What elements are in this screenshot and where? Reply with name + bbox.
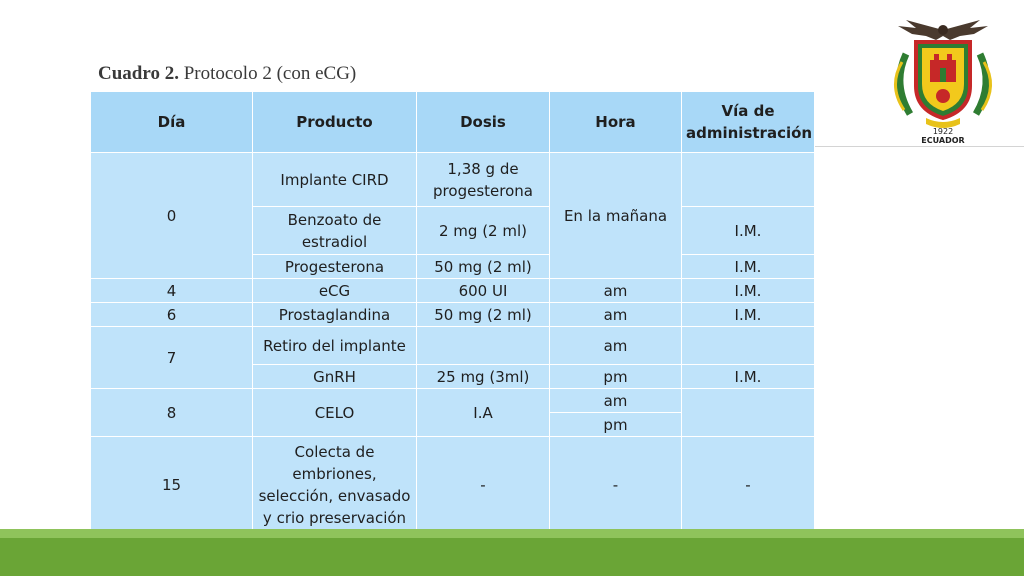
table-row bbox=[91, 153, 815, 207]
title-rest: Protocolo 2 (con eCG) bbox=[178, 63, 357, 84]
cell-producto: Benzoato de estradiol bbox=[253, 207, 417, 255]
slide-title bbox=[98, 63, 356, 85]
header-dosis: Dosis bbox=[417, 92, 550, 153]
logo-country: ECUADOR bbox=[921, 136, 965, 144]
cell-producto: Colecta de embriones, selección, envasado y crio preservación bbox=[253, 437, 417, 533]
cell-dosis: 25 mg (3ml) bbox=[417, 365, 550, 389]
cell-via bbox=[682, 327, 815, 365]
header-hora: Hora bbox=[550, 92, 682, 153]
cell-dia: 7 bbox=[91, 327, 253, 389]
cell-dosis: I.A bbox=[417, 389, 550, 437]
table-header-row bbox=[91, 92, 815, 153]
cell-via: I.M. bbox=[682, 303, 815, 327]
cell-producto: GnRH bbox=[253, 365, 417, 389]
cell-dia: 6 bbox=[91, 303, 253, 327]
cell-producto: Implante CIRD bbox=[253, 153, 417, 207]
cell-dia: 4 bbox=[91, 279, 253, 303]
logo-year: 1922 bbox=[932, 127, 954, 136]
protocol-table bbox=[90, 91, 815, 533]
cell-producto: Progesterona bbox=[253, 255, 417, 279]
cell-producto: CELO bbox=[253, 389, 417, 437]
cell-dosis bbox=[417, 327, 550, 365]
cell-hora: am bbox=[550, 327, 682, 365]
cell-dia: 8 bbox=[91, 389, 253, 437]
cell-via bbox=[682, 389, 815, 437]
table-row bbox=[91, 437, 815, 533]
cell-producto: Prostaglandina bbox=[253, 303, 417, 327]
cell-hora: am bbox=[550, 303, 682, 327]
cell-dosis: - bbox=[417, 437, 550, 533]
cell-hora: En la mañana bbox=[550, 153, 682, 279]
cell-via: I.M. bbox=[682, 255, 815, 279]
cell-producto: Retiro del implante bbox=[253, 327, 417, 365]
cell-via bbox=[682, 153, 815, 207]
cell-hora: - bbox=[550, 437, 682, 533]
table-row bbox=[91, 327, 815, 365]
cell-hora: am bbox=[550, 389, 682, 413]
cell-hora: am bbox=[550, 279, 682, 303]
footer-bar bbox=[0, 538, 1024, 576]
table-row bbox=[91, 389, 815, 413]
cell-dosis: 2 mg (2 ml) bbox=[417, 207, 550, 255]
protocol-table-container bbox=[90, 91, 815, 533]
cell-via: I.M. bbox=[682, 279, 815, 303]
cell-via: - bbox=[682, 437, 815, 533]
cell-via: I.M. bbox=[682, 365, 815, 389]
header-divider bbox=[814, 146, 1024, 147]
table-row bbox=[91, 279, 815, 303]
cell-dia: 15 bbox=[91, 437, 253, 533]
cell-hora: pm bbox=[550, 413, 682, 437]
title-bold: Cuadro 2. bbox=[98, 63, 179, 84]
cell-producto: eCG bbox=[253, 279, 417, 303]
cell-dosis: 600 UI bbox=[417, 279, 550, 303]
cell-via: I.M. bbox=[682, 207, 815, 255]
cell-dosis: 50 mg (2 ml) bbox=[417, 303, 550, 327]
cell-dosis: 50 mg (2 ml) bbox=[417, 255, 550, 279]
coat-of-arms-logo bbox=[876, 14, 1010, 144]
cell-hora: pm bbox=[550, 365, 682, 389]
table-row bbox=[91, 303, 815, 327]
header-via: Vía de administración bbox=[682, 92, 815, 153]
cell-dia: 0 bbox=[91, 153, 253, 279]
header-producto: Producto bbox=[253, 92, 417, 153]
cell-dosis: 1,38 g de progesterona bbox=[417, 153, 550, 207]
footer-accent-stripe bbox=[0, 529, 1024, 538]
header-dia: Día bbox=[91, 92, 253, 153]
